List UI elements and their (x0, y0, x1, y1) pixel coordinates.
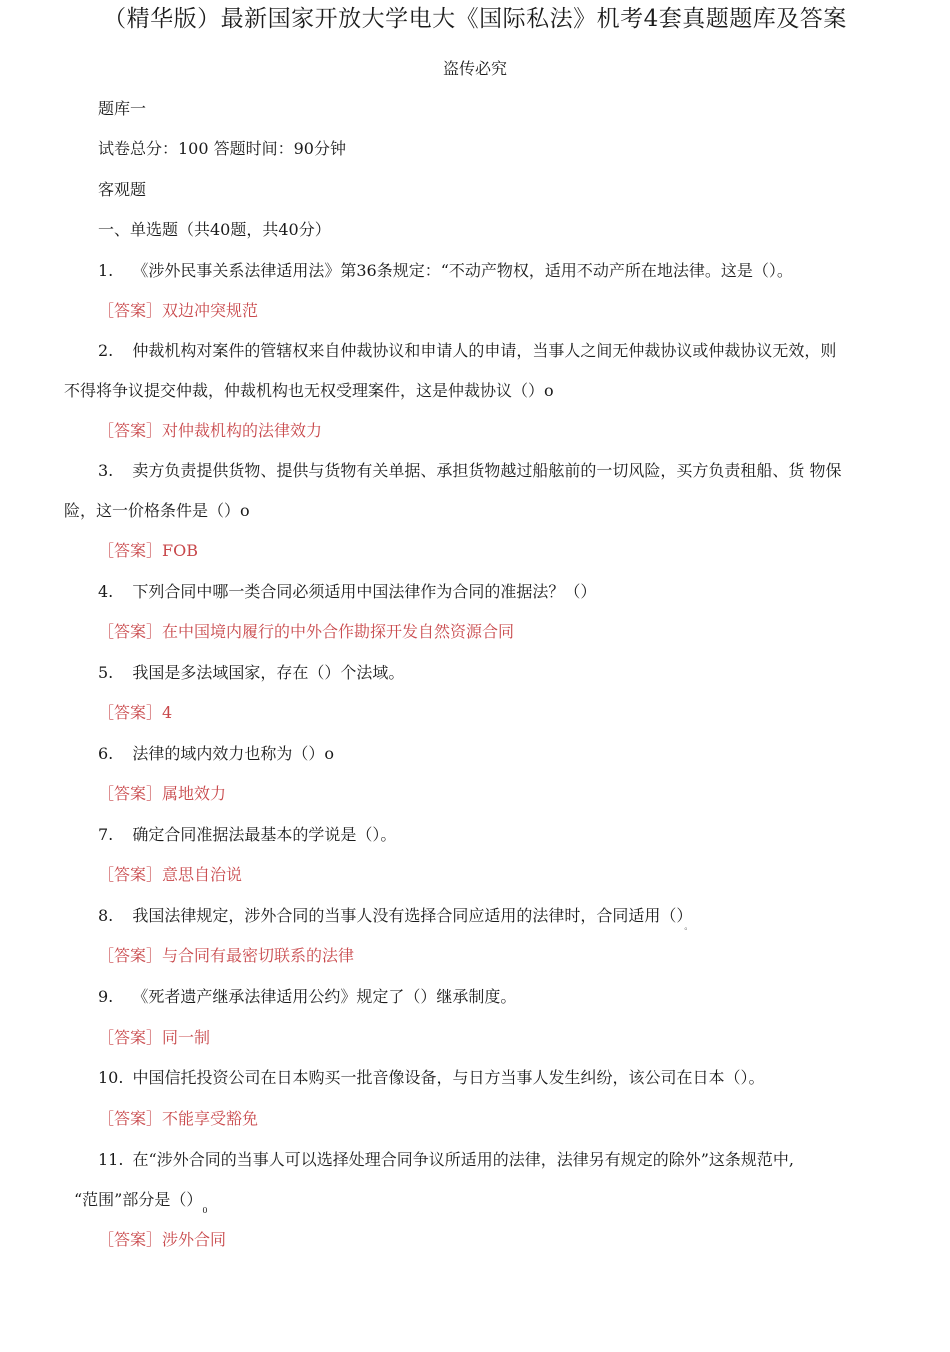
answer-10: ［答案］不能享受豁免 (98, 1109, 259, 1128)
question-text: 《涉外民事关系法律适用法》第36条规定：“不动产物权，适用不动产所在地法律。这是（）。 (132, 261, 793, 280)
answer-7: ［答案］意思自治说 (98, 865, 243, 884)
section-objective: 客观题 (98, 180, 147, 199)
question-text: 法律的域内效力也称为（）o (132, 744, 334, 763)
question-text: 卖方负责提供货物、提供与货物有关单据、承担货物越过船舷前的一切风险，买方负责租船、货 物保 (132, 461, 842, 480)
question-text: 我国是多法域国家，存在（）个法域。 (132, 663, 405, 682)
question-number: 8. (98, 906, 114, 925)
answer-1: ［答案］双边冲突规范 (98, 301, 259, 320)
answer-11: ［答案］涉外合同 (98, 1230, 227, 1249)
question-4 (98, 581, 596, 603)
question-2 (98, 340, 836, 362)
question-10 (98, 1067, 765, 1089)
answer-9: ［答案］同一制 (98, 1028, 211, 1047)
question-text: 《死者遗产继承法律适用公约》规定了（）继承制度。 (132, 987, 517, 1006)
question-number: 10. (98, 1068, 124, 1087)
question-number: 9. (98, 987, 114, 1006)
question-text: “范围”部分是（） (74, 1190, 203, 1209)
answer-6: ［答案］属地效力 (98, 784, 227, 803)
question-number: 2. (98, 341, 114, 360)
section-single-choice: 一、单选题（共40题，共40分） (98, 220, 331, 239)
question-11 (98, 1149, 794, 1171)
question-mark: 0 (202, 1206, 208, 1215)
exam-info: 试卷总分：100 答题时间：90分钟 (98, 139, 346, 158)
question-8 (98, 905, 692, 938)
answer-3: ［答案］FOB (98, 541, 198, 560)
question-5 (98, 662, 404, 684)
bank-label: 题库一 (98, 99, 147, 118)
document-title: （精华版）最新国家开放大学电大《国际私法》机考4套真题题库及答案 (103, 6, 847, 32)
question-2-continued: 不得将争议提交仲裁，仲裁机构也无权受理案件，这是仲裁协议（）o (64, 381, 554, 400)
question-number: 6. (98, 744, 114, 763)
answer-4: ［答案］在中国境内履行的中外合作勘探开发自然资源合同 (98, 622, 515, 641)
question-text: 我国法律规定，涉外合同的当事人没有选择合同应适用的法律时，合同适用（） (132, 906, 685, 925)
question-number: 7. (98, 825, 114, 844)
question-text: 确定合同准据法最基本的学说是（）。 (132, 825, 397, 844)
copyright-notice: 盗传必究 (442, 59, 507, 78)
question-number: 1. (98, 261, 114, 280)
question-text: 仲裁机构对案件的管辖权来自仲裁协议和申请人的申请，当事人之间无仲裁协议或仲裁协议无效，则 (132, 341, 837, 360)
question-number: 3. (98, 461, 114, 480)
question-text: 下列合同中哪一类合同必须适用中国法律作为合同的准据法？（） (132, 582, 597, 601)
question-text: 在“涉外合同的当事人可以选择处理合同争议所适用的法律，法律另有规定的除外”这条规范中, (132, 1150, 794, 1169)
question-7 (98, 824, 396, 846)
answer-2: ［答案］对仲裁机构的法律效力 (98, 421, 323, 440)
question-3-continued: 险，这一价格条件是（）o (64, 501, 250, 520)
question-1 (98, 260, 793, 282)
question-6 (98, 743, 334, 765)
question-number: 4. (98, 582, 114, 601)
question-text: 中国信托投资公司在日本购买一批音像设备，与日方当事人发生纠纷，该公司在日本（）。 (132, 1068, 765, 1087)
question-number: 11. (98, 1150, 124, 1169)
question-3 (98, 460, 841, 482)
answer-8: ［答案］与合同有最密切联系的法律 (98, 946, 355, 965)
question-number: 5. (98, 663, 114, 682)
answer-5: ［答案］4 (98, 703, 173, 722)
question-mark: 。 (684, 922, 693, 931)
question-9 (98, 986, 516, 1008)
question-11-continued (74, 1189, 207, 1222)
